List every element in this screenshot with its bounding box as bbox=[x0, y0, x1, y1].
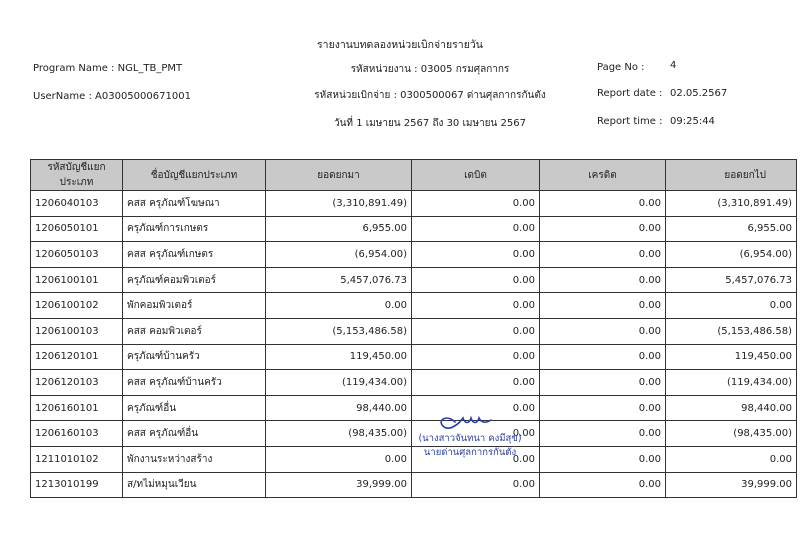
debit-cell: 0.00 bbox=[412, 293, 540, 319]
closing-balance-cell: 98,440.00 bbox=[666, 395, 797, 421]
signatory-position: นายด่านศุลกากรกันตัง bbox=[423, 447, 517, 458]
debit-cell: 0.00 bbox=[412, 191, 540, 217]
credit-cell: 0.00 bbox=[540, 191, 666, 217]
table-row bbox=[31, 242, 797, 268]
page-number-value: 4 bbox=[670, 60, 677, 71]
column-header-debit: เดบิต bbox=[412, 160, 540, 191]
report-date-label: Report date : bbox=[597, 88, 663, 99]
closing-balance-cell: 0.00 bbox=[666, 446, 797, 472]
credit-cell: 0.00 bbox=[540, 472, 666, 498]
debit-cell: 0.00 bbox=[412, 446, 540, 472]
closing-balance-cell: 6,955.00 bbox=[666, 216, 797, 242]
column-header-closing-balance: ยอดยกไป bbox=[666, 160, 797, 191]
account-name-cell: ครุภัณฑ์บ้านครัว bbox=[123, 344, 266, 370]
account-name-cell: คสส ครุภัณฑ์โฆษณา bbox=[123, 191, 266, 217]
account-name-cell: คสส ครุภัณฑ์บ้านครัว bbox=[123, 370, 266, 396]
debit-cell: 0.00 bbox=[412, 216, 540, 242]
debit-cell: 0.00 bbox=[412, 472, 540, 498]
account-code-cell: 1206120103 bbox=[31, 370, 123, 396]
debit-cell: 0.00 bbox=[412, 242, 540, 268]
account-name-cell: ครุภัณฑ์การเกษตร bbox=[123, 216, 266, 242]
report-time-label: Report time : bbox=[597, 116, 663, 127]
table-row bbox=[31, 267, 797, 293]
opening-balance-cell: 98,440.00 bbox=[266, 395, 412, 421]
credit-cell: 0.00 bbox=[540, 267, 666, 293]
account-code-cell: 1206100103 bbox=[31, 318, 123, 344]
debit-cell: 0.00 bbox=[412, 267, 540, 293]
credit-cell: 0.00 bbox=[540, 395, 666, 421]
account-name-cell: ส/ทไม่หมุนเวียน bbox=[123, 472, 266, 498]
account-code-cell: 1206050101 bbox=[31, 216, 123, 242]
closing-balance-cell: 5,457,076.73 bbox=[666, 267, 797, 293]
credit-cell: 0.00 bbox=[540, 293, 666, 319]
column-header-opening-balance: ยอดยกมา bbox=[266, 160, 412, 191]
program-name: Program Name : NGL_TB_PMT bbox=[33, 63, 183, 74]
table-header-row bbox=[31, 160, 797, 191]
account-name-cell: ครุภัณฑ์อื่น bbox=[123, 395, 266, 421]
table-row bbox=[31, 191, 797, 217]
table-row bbox=[31, 216, 797, 242]
account-name-cell: พักงานระหว่างสร้าง bbox=[123, 446, 266, 472]
table-row bbox=[31, 370, 797, 396]
agency-code: รหัสหน่วยงาน : 03005 กรมศุลกากร bbox=[350, 64, 510, 75]
credit-cell: 0.00 bbox=[540, 421, 666, 447]
report-title: รายงานบทดลองหน่วยเบิกจ่ายรายวัน bbox=[317, 39, 483, 51]
signature-scribble-icon bbox=[425, 410, 515, 432]
opening-balance-cell: (3,310,891.49) bbox=[266, 191, 412, 217]
account-code-cell: 1213010199 bbox=[31, 472, 123, 498]
credit-cell: 0.00 bbox=[540, 344, 666, 370]
account-code-cell: 1206160103 bbox=[31, 421, 123, 447]
username: UserName : A03005000671001 bbox=[33, 91, 191, 102]
closing-balance-cell: (6,954.00) bbox=[666, 242, 797, 268]
column-header-credit: เครดิต bbox=[540, 160, 666, 191]
account-name-cell: คสส ครุภัณฑ์เกษตร bbox=[123, 242, 266, 268]
opening-balance-cell: 0.00 bbox=[266, 446, 412, 472]
account-name-cell: พักคอมพิวเตอร์ bbox=[123, 293, 266, 319]
credit-cell: 0.00 bbox=[540, 318, 666, 344]
page-number-label: Page No : bbox=[597, 62, 645, 73]
account-code-cell: 1206100101 bbox=[31, 267, 123, 293]
opening-balance-cell: 0.00 bbox=[266, 293, 412, 319]
debit-cell: 0.00 bbox=[412, 421, 540, 447]
closing-balance-cell: 39,999.00 bbox=[666, 472, 797, 498]
column-header-account-code: รหัสบัญชีแยกประเภท bbox=[31, 160, 123, 191]
opening-balance-cell: (119,434.00) bbox=[266, 370, 412, 396]
debit-cell: 0.00 bbox=[412, 344, 540, 370]
debit-cell: 0.00 bbox=[412, 318, 540, 344]
opening-balance-cell: 6,955.00 bbox=[266, 216, 412, 242]
closing-balance-cell: (98,435.00) bbox=[666, 421, 797, 447]
account-code-cell: 1206050103 bbox=[31, 242, 123, 268]
column-header-account-name: ชื่อบัญชีแยกประเภท bbox=[123, 160, 266, 191]
account-code-cell: 1211010102 bbox=[31, 446, 123, 472]
closing-balance-cell: (5,153,486.58) bbox=[666, 318, 797, 344]
report-time-value: 09:25:44 bbox=[670, 116, 715, 127]
account-name-cell: คสส คอมพิวเตอร์ bbox=[123, 318, 266, 344]
account-code-cell: 1206100102 bbox=[31, 293, 123, 319]
opening-balance-cell: (5,153,486.58) bbox=[266, 318, 412, 344]
credit-cell: 0.00 bbox=[540, 370, 666, 396]
signatory-name: (นางสาวจันทนา คงมีสุข) bbox=[418, 433, 522, 444]
closing-balance-cell: 0.00 bbox=[666, 293, 797, 319]
closing-balance-cell: (119,434.00) bbox=[666, 370, 797, 396]
opening-balance-cell: 5,457,076.73 bbox=[266, 267, 412, 293]
opening-balance-cell: (98,435.00) bbox=[266, 421, 412, 447]
table-row bbox=[31, 344, 797, 370]
report-date-value: 02.05.2567 bbox=[670, 88, 728, 99]
account-code-cell: 1206120101 bbox=[31, 344, 123, 370]
credit-cell: 0.00 bbox=[540, 242, 666, 268]
debit-cell: 0.00 bbox=[412, 370, 540, 396]
table-row bbox=[31, 472, 797, 498]
report-period: วันที่ 1 เมษายน 2567 ถึง 30 เมษายน 2567 bbox=[333, 118, 527, 129]
table-row bbox=[31, 318, 797, 344]
account-name-cell: ครุภัณฑ์คอมพิวเตอร์ bbox=[123, 267, 266, 293]
debit-cell: 0.00 bbox=[412, 395, 540, 421]
closing-balance-cell: 119,450.00 bbox=[666, 344, 797, 370]
credit-cell: 0.00 bbox=[540, 216, 666, 242]
closing-balance-cell: (3,310,891.49) bbox=[666, 191, 797, 217]
account-name-cell: คสส ครุภัณฑ์อื่น bbox=[123, 421, 266, 447]
disbursement-unit: รหัสหน่วยเบิกจ่าย : 0300500067 ด่านศุลกากรกันตัง bbox=[314, 90, 546, 101]
table-row bbox=[31, 293, 797, 319]
signature-block bbox=[405, 410, 535, 460]
opening-balance-cell: 119,450.00 bbox=[266, 344, 412, 370]
account-code-cell: 1206040103 bbox=[31, 191, 123, 217]
opening-balance-cell: (6,954.00) bbox=[266, 242, 412, 268]
opening-balance-cell: 39,999.00 bbox=[266, 472, 412, 498]
credit-cell: 0.00 bbox=[540, 446, 666, 472]
account-code-cell: 1206160101 bbox=[31, 395, 123, 421]
